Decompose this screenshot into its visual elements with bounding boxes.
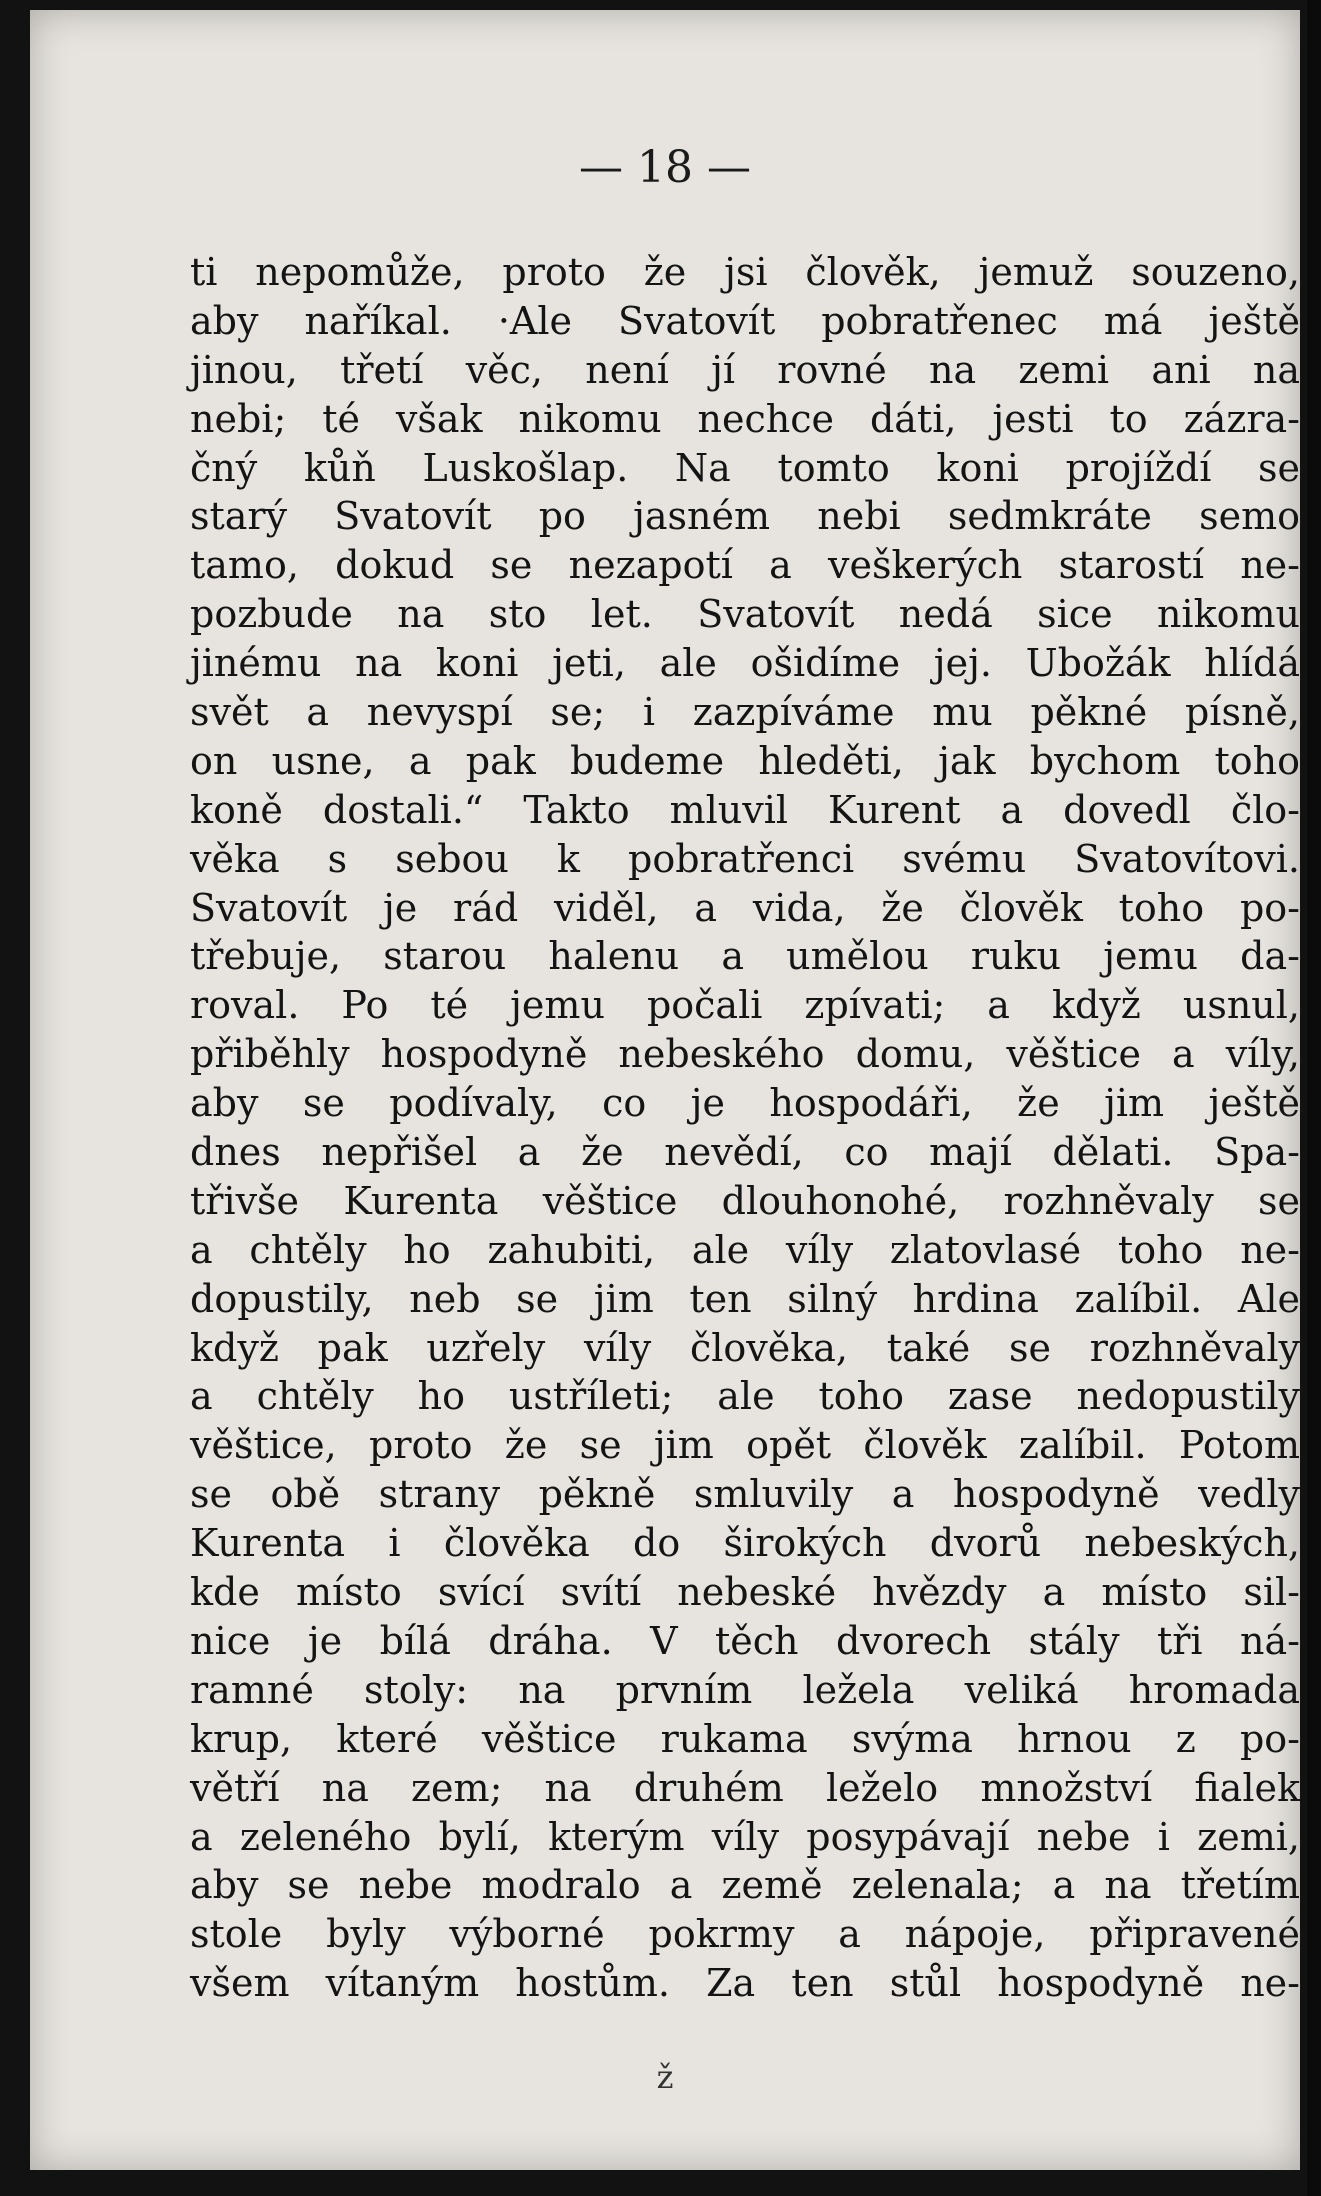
text-line: aby naříkal. ·Ale Svatovít pobratřenec má ještě [190, 298, 1300, 343]
text-line: všem vítaným hostům. Za ten stůl hospodyně ne- [190, 1961, 1300, 2006]
text-line: a chtěly ho ustříleti; ale toho zase nedopustily [190, 1374, 1300, 1419]
footer-mark: ž [656, 2058, 674, 2096]
text-line: stole byly výborné pokrmy a nápoje, připravené [190, 1912, 1300, 1957]
text-line: ti nepomůže, proto že jsi člověk, jemuž souzeno, [190, 250, 1300, 294]
text-line: Svatovít je rád viděl, a vida, že člověk toho po- [190, 885, 1300, 930]
text-line: větří na zem; na druhém leželo množství fialek [190, 1765, 1300, 1810]
text-line: jinému na koni jeti, ale ošidíme jej. Ubožák hlídá [190, 641, 1300, 686]
text-line: tamo, dokud se nezapotí a veškerých starostí ne- [190, 543, 1300, 588]
text-line: čný kůň Luskošlap. Na tomto koni projíždí se [190, 445, 1300, 490]
text-line: se obě strany pěkně smluvily a hospodyně vedly [190, 1472, 1300, 1517]
text-line: jinou, třetí věc, není jí rovné na zemi ani na [190, 347, 1300, 392]
text-line: třivše Kurenta věštice dlouhonohé, rozhněvaly se [190, 1178, 1300, 1223]
page-number: — 18 — [579, 142, 751, 193]
text-line: věštice, proto že se jim opět člověk zalíbil. Potom [190, 1423, 1300, 1468]
text-line: a zeleného bylí, kterým víly posypávají nebe i zemi, [190, 1814, 1300, 1859]
text-line: starý Svatovít po jasném nebi sedmkráte semo [190, 494, 1300, 539]
text-line: přiběhly hospodyně nebeského domu, věštice a víly, [190, 1032, 1300, 1077]
text-line: dnes nepřišel a že nevědí, co mají dělati. Spa- [190, 1130, 1300, 1175]
text-line: aby se nebe modralo a země zelenala; a na třetím [190, 1863, 1300, 1908]
text-line: roval. Po té jemu počali zpívati; a když usnul, [190, 983, 1300, 1028]
book-page [30, 10, 1300, 2170]
text-line: a chtěly ho zahubiti, ale víly zlatovlasé toho ne- [190, 1227, 1300, 1272]
text-line: Kurenta i člověka do širokých dvorů nebeských, [190, 1521, 1300, 1566]
text-line: třebuje, starou halenu a umělou ruku jemu da- [190, 934, 1300, 979]
text-line: pozbude na sto let. Svatovít nedá sice nikomu [190, 592, 1300, 637]
scan-edge [1307, 0, 1321, 2196]
text-line: ramné stoly: na prvním ležela veliká hromada [190, 1667, 1300, 1712]
text-line: svět a nevyspí se; i zazpíváme mu pěkné písně, [190, 690, 1300, 735]
body-text [190, 248, 1300, 2008]
text-line: věka s sebou k pobratřenci svému Svatovítovi. [190, 836, 1300, 881]
text-line: když pak uzřely víly člověka, také se rozhněvaly [190, 1325, 1300, 1370]
text-line: aby se podívaly, co je hospodáři, že jim ještě [190, 1081, 1300, 1126]
text-line: nebi; té však nikomu nechce dáti, jesti to zázra- [190, 396, 1300, 441]
text-line: on usne, a pak budeme hleděti, jak bychom toho [190, 738, 1300, 783]
text-line: nice je bílá dráha. V těch dvorech stály tři ná- [190, 1618, 1300, 1663]
text-line: dopustily, neb se jim ten silný hrdina zalíbil. Ale [190, 1276, 1300, 1321]
text-line: koně dostali.“ Takto mluvil Kurent a dovedl člo- [190, 787, 1300, 832]
text-line: krup, které věštice rukama svýma hrnou z po- [190, 1716, 1300, 1761]
text-line: kde místo svící svítí nebeské hvězdy a místo sil- [190, 1570, 1300, 1615]
